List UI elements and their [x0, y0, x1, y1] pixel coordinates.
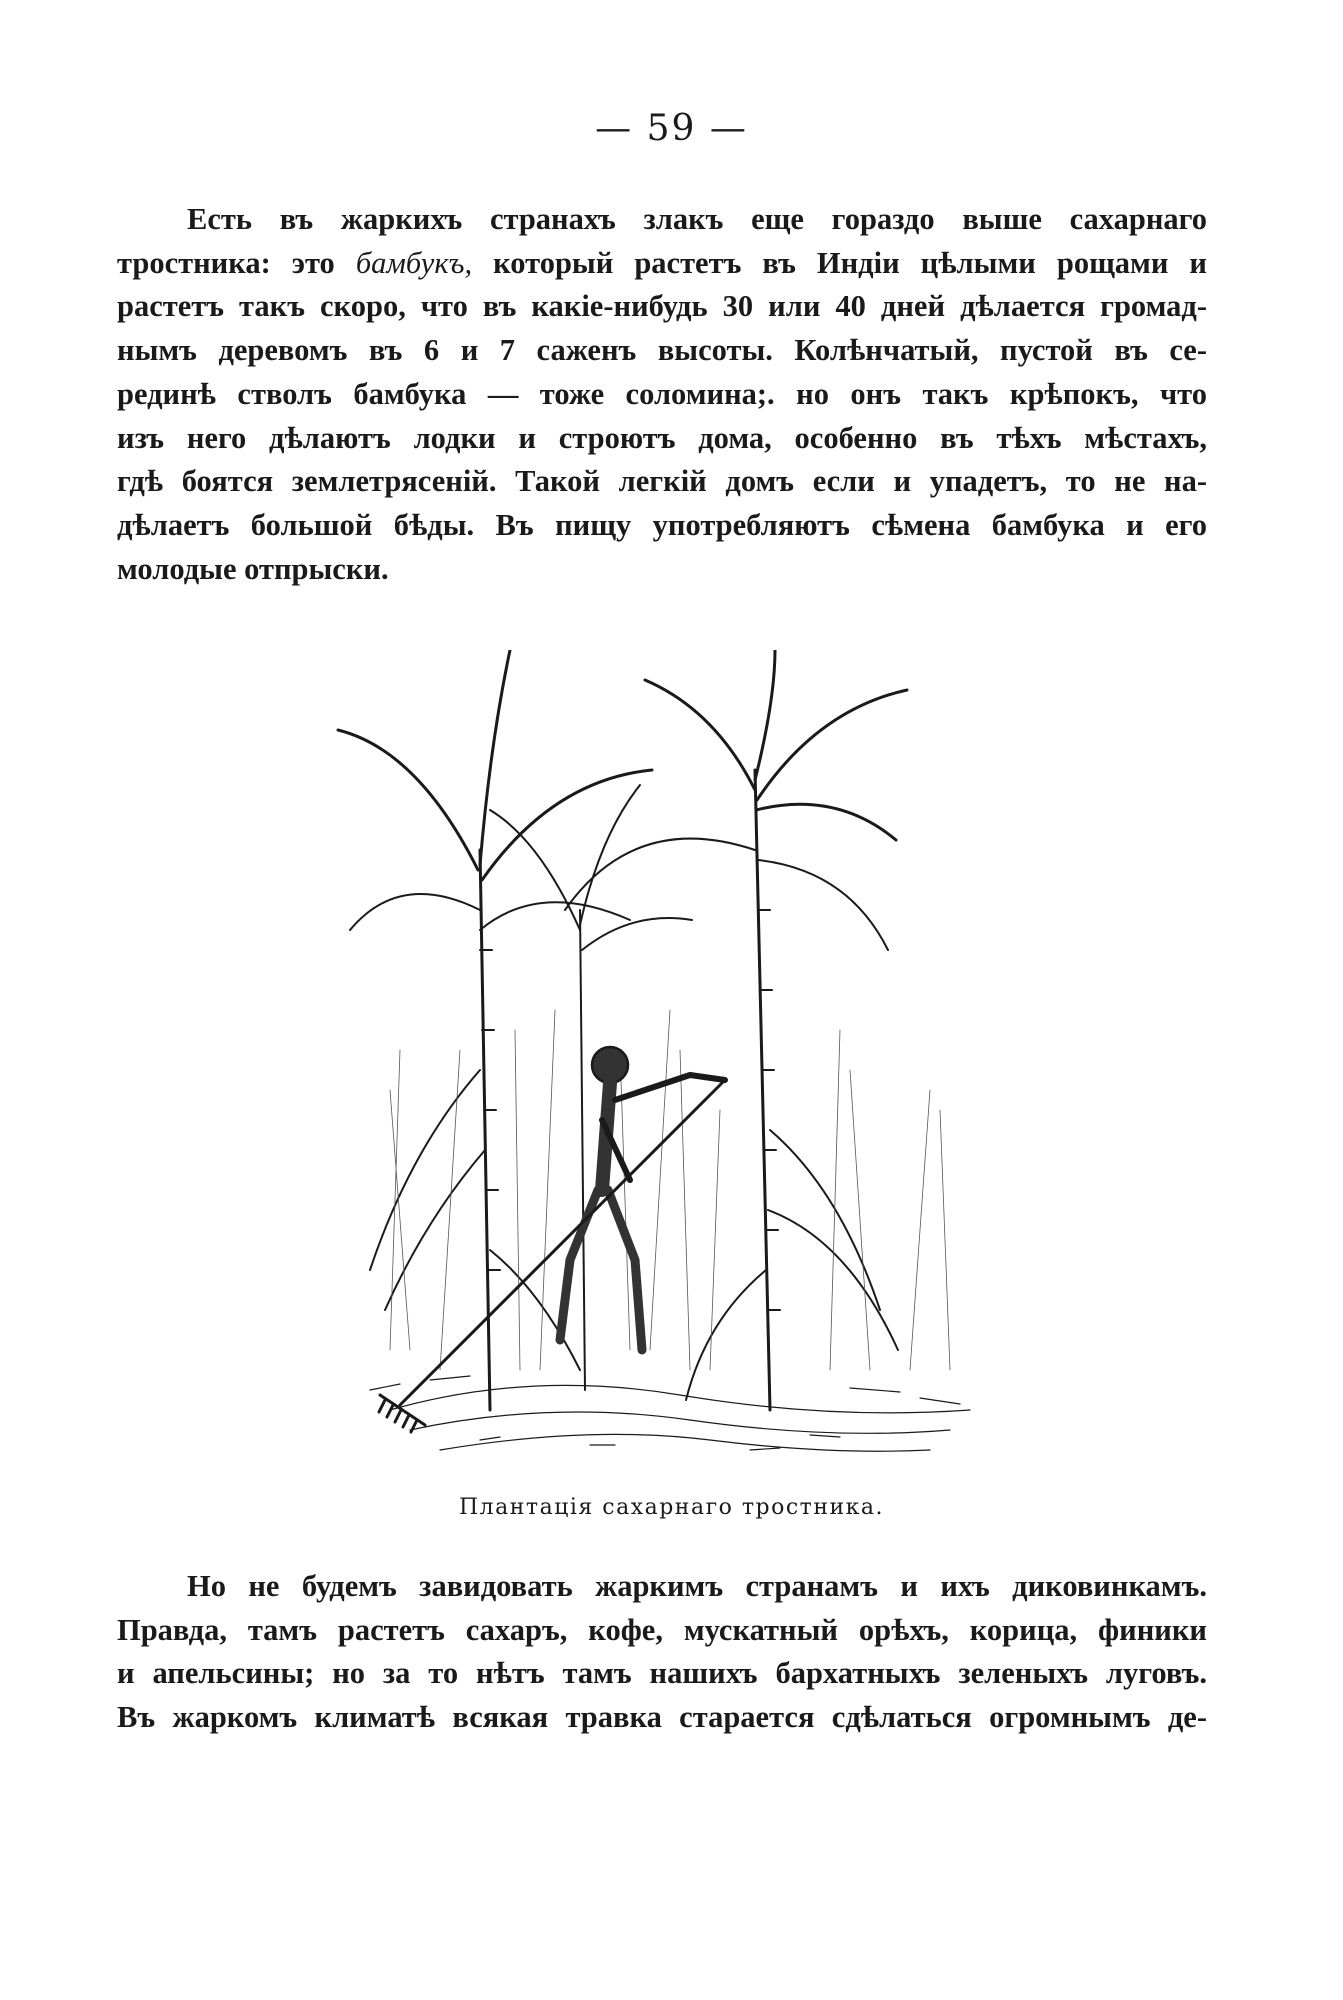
text-line: Есть въ жаркихъ странахъ злакъ еще гораздо выше сахарнаго [187, 202, 1207, 236]
paragraph-bamboo [117, 198, 1207, 591]
text-line: гдѣ боятся землетрясеній. Такой легкій домъ если и упадетъ, то не на- [117, 464, 1207, 499]
ground-hatching [370, 1376, 970, 1451]
right-cane [565, 650, 907, 1410]
text-fragment: который растетъ въ Индіи цѣлыми рощами и [472, 245, 1208, 280]
page-number: — 59 — [595, 108, 748, 149]
text-line: Въ жаркомъ климатѣ всякая травка старается сдѣлаться огромнымъ де- [117, 1700, 1207, 1735]
paragraph-hot-countries [117, 1565, 1207, 1740]
left-cane [338, 650, 652, 1410]
text-line: нымъ деревомъ въ 6 и 7 саженъ высоты. Колѣнчатый, пустой въ се- [117, 333, 1207, 368]
illustration-caption: Плантація сахарнаго тростника. [458, 1495, 885, 1520]
text-line: дѣлаетъ большой бѣды. Въ пищу употребляютъ сѣмена бамбука и его [117, 507, 1207, 542]
text-fragment: тростника: это [117, 245, 356, 280]
text-line: Правда, тамъ растетъ сахаръ, кофе, мускатный орѣхъ, корица, финики [117, 1612, 1207, 1647]
text-line: растетъ такъ скоро, что въ какіе-нибудь 30 или 40 дней дѣлается громад- [117, 289, 1207, 324]
text-line [117, 242, 1207, 286]
plantation-engraving-icon [330, 650, 1020, 1480]
text-line: Но не будемъ завидовать жаркимъ странамъ и ихъ диковинкамъ. [187, 1569, 1207, 1603]
sugar-cane-plantation-illustration [330, 650, 1020, 1480]
text-line: молодые отпрыски. [117, 551, 389, 586]
rake [379, 1080, 725, 1432]
text-line: изъ него дѣлаютъ лодки и строютъ дома, особенно въ тѣхъ мѣстахъ, [117, 420, 1207, 455]
text-line: и апельсины; но за то нѣтъ тамъ нашихъ бархатныхъ зеленыхъ луговъ. [117, 1656, 1207, 1691]
italic-term: бамбукъ, [355, 245, 473, 280]
background-grass [390, 1010, 950, 1370]
text-line: рединѣ стволъ бамбука — тоже соломина;. но онъ такъ крѣпокъ, что [117, 376, 1207, 411]
